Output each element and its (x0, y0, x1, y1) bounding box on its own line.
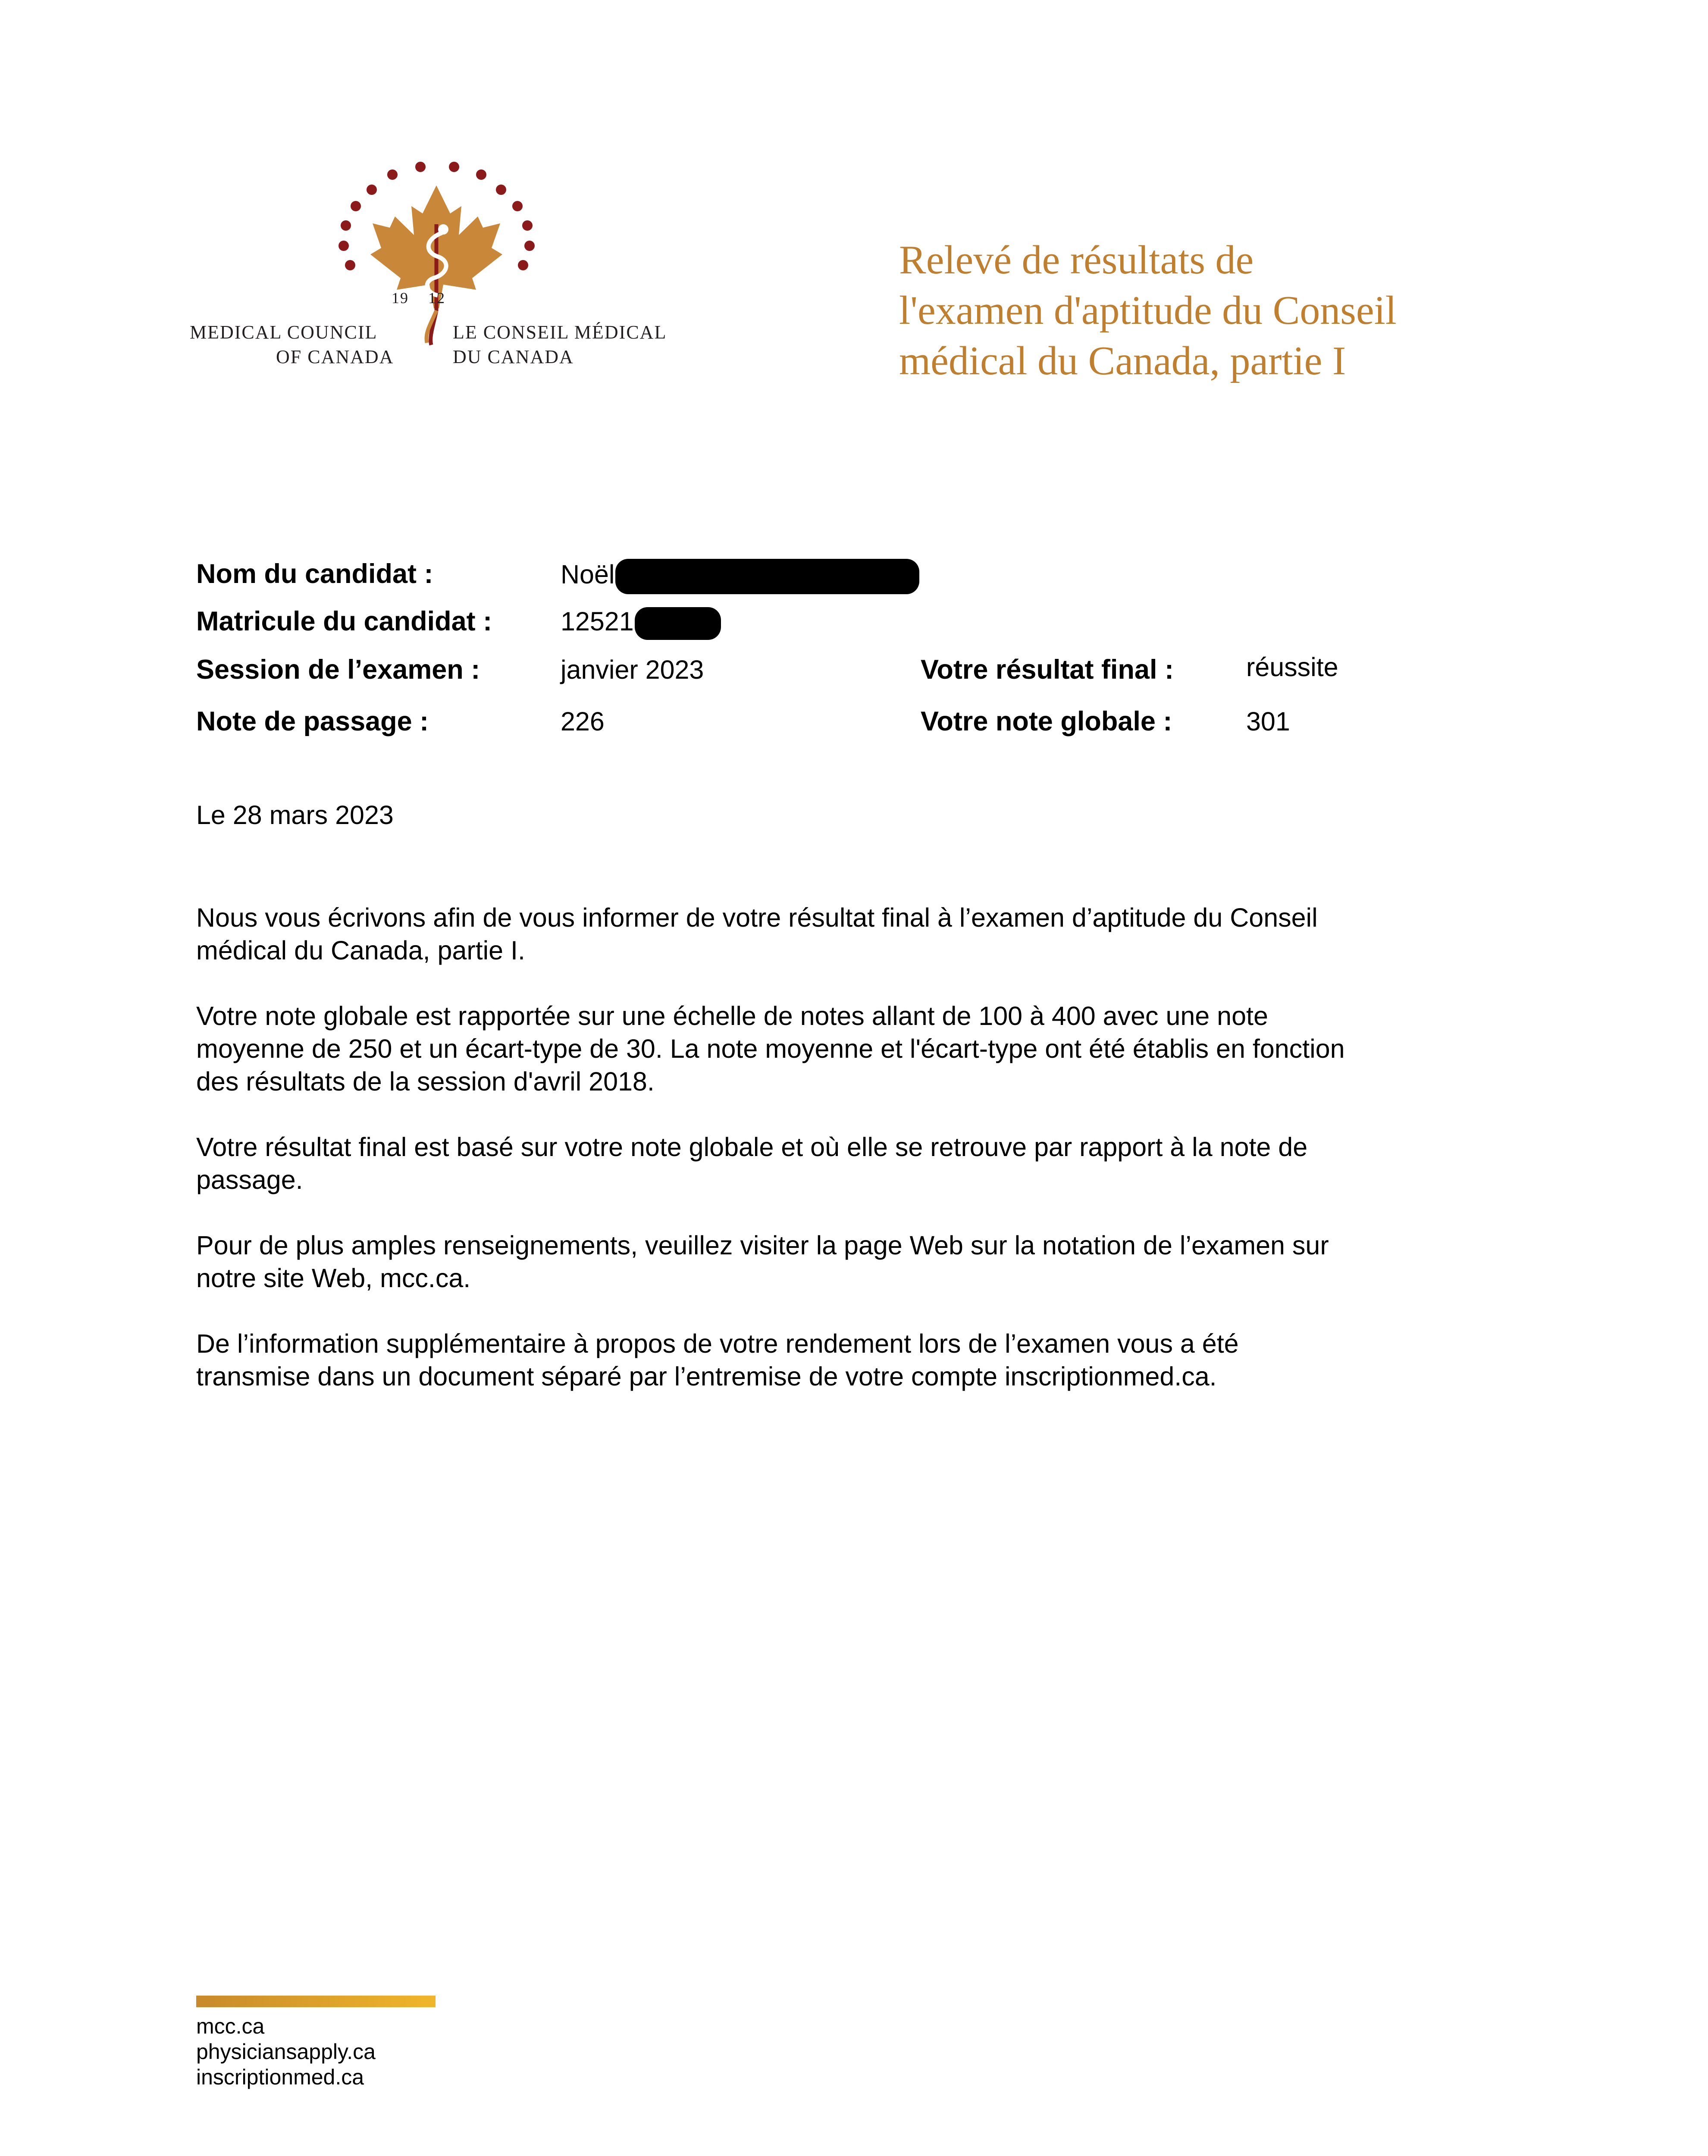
final-result-label: Votre résultat final : (921, 655, 1174, 685)
p1-line1: Nous vous écrivons afin de vous informer de votre résultat final à l’examen d’aptitude du Conseil (196, 903, 1318, 932)
logo-year-left: 19 (392, 289, 409, 307)
logo-name-fr-line2: DU CANADA (453, 346, 574, 367)
candidate-name-value (561, 559, 919, 594)
pass-mark-value: 226 (561, 707, 605, 736)
serpent-head (438, 224, 448, 235)
p3-line2: passage. (196, 1165, 303, 1194)
footer-link-physiciansapply[interactable]: physiciansapply.ca (196, 2040, 376, 2064)
paragraph-5 (196, 1327, 1533, 1393)
footer-links (196, 2014, 376, 2090)
paragraph-2 (196, 1000, 1533, 1098)
p5-line2: transmise dans un document séparé par l’entremise de votre compte inscriptionmed.ca. (196, 1362, 1217, 1391)
global-score-label: Votre note globale : (921, 706, 1172, 736)
p5-line1: De l’information supplémentaire à propos de votre rendement lors de l’examen vous a été (196, 1329, 1239, 1358)
exam-session-label: Session de l’examen : (196, 655, 480, 685)
pass-mark-label: Note de passage : (196, 706, 429, 736)
logo-year-right: 12 (428, 289, 445, 307)
footer-link-inscriptionmed[interactable]: inscriptionmed.ca (196, 2065, 364, 2089)
p3-line1: Votre résultat final est basé sur votre note globale et où elle se retrouve par rapport à la note de (196, 1132, 1308, 1162)
title-line-2: l'examen d'aptitude du Conseil (899, 288, 1397, 333)
global-score-value: 301 (1246, 707, 1290, 736)
redaction-bar (635, 607, 721, 640)
paragraph-4 (196, 1229, 1533, 1294)
redaction-bar (615, 559, 919, 594)
footer-link-mcc[interactable]: mcc.ca (196, 2014, 265, 2038)
p4-line2: notre site Web, mcc.ca. (196, 1263, 471, 1293)
title-line-3: médical du Canada, partie I (899, 338, 1346, 383)
mcc-logo (190, 160, 690, 375)
p2-line3: des résultats de la session d'avril 2018. (196, 1067, 655, 1096)
logo-name-en-line1: MEDICAL COUNCIL (190, 322, 378, 343)
title-line-1: Relevé de résultats de (899, 238, 1254, 282)
p4-line1: Pour de plus amples renseignements, veuillez visiter la page Web sur la notation de l’examen sur (196, 1231, 1329, 1260)
candidate-name-text: Noël (561, 560, 615, 589)
candidate-id-text: 12521 (561, 607, 634, 636)
candidate-name-label: Nom du candidat : (196, 559, 433, 589)
paragraph-3 (196, 1131, 1533, 1196)
candidate-id-label: Matricule du candidat : (196, 606, 492, 636)
document-title (899, 235, 1546, 386)
p2-line1: Votre note globale est rapportée sur une échelle de notes allant de 100 à 400 avec une note (196, 1001, 1268, 1031)
letter-date: Le 28 mars 2023 (196, 800, 394, 830)
final-result-value: réussite (1246, 652, 1338, 682)
p2-line2: moyenne de 250 et un écart-type de 30. La note moyenne et l'écart-type ont été établis en fonction (196, 1034, 1345, 1063)
logo-name-fr-line1: LE CONSEIL MÉDICAL (453, 322, 667, 343)
paragraph-1 (196, 901, 1533, 967)
p1-line2: médical du Canada, partie I. (196, 936, 525, 965)
exam-session-value: janvier 2023 (561, 655, 704, 684)
letter-body (196, 901, 1533, 1426)
logo-name-en-line2: OF CANADA (276, 346, 394, 367)
footer-accent-bar (196, 1996, 436, 2007)
candidate-id-value (561, 606, 721, 640)
